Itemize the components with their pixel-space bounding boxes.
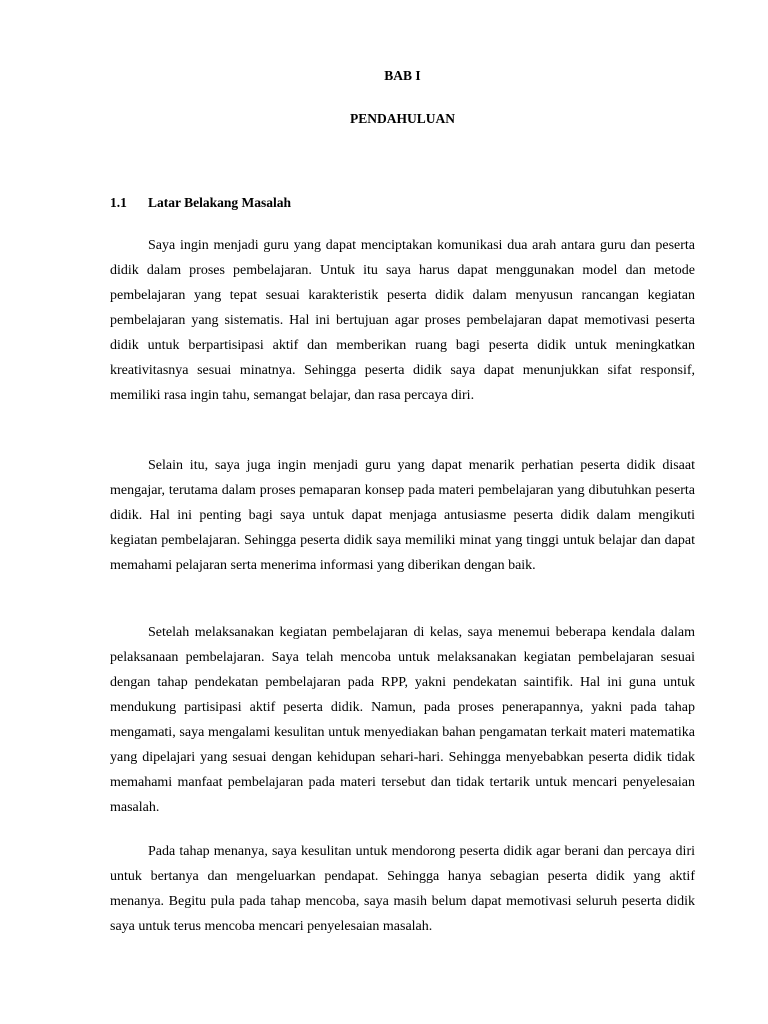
chapter-title: PENDAHULUAN	[349, 111, 455, 126]
paragraph: Saya ingin menjadi guru yang dapat menciptakan komunikasi dua arah antara guru dan peserta didik dalam proses pembelajaran. Untuk itu saya harus dapat menggunakan model dan metode pembelajaran yang tepat sesuai karakteristik peserta didik dalam menyusun rancangan kegiatan pembelajaran yang sistematis. Hal ini bertujuan agar proses pembelajaran dapat memotivasi peserta didik untuk berpartisipasi aktif dan memberikan ruang bagi peserta didik untuk meningkatkan kreativitasnya sesuai minatnya. Sehingga peserta didik saya dapat menunjukkan sifat responsif, memiliki rasa ingin tahu, semangat belajar, dan rasa percaya diri.	[110, 238, 695, 403]
chapter-number: BAB I	[384, 68, 421, 83]
paragraph: Selain itu, saya juga ingin menjadi guru yang dapat menarik perhatian peserta didik disaat mengajar, terutama dalam proses pemaparan konsep pada materi pembelajaran yang dibutuhkan peserta didik. Hal ini penting bagi saya untuk dapat menjaga antusiasme peserta didik dalam mengikuti kegiatan pembelajaran. Sehingga peserta didik saya memiliki minat yang tinggi untuk belajar dan dapat memahami pelajaran serta menerima informasi yang diberikan dengan baik.	[110, 458, 695, 573]
section-title: Latar Belakang Masalah	[148, 195, 292, 210]
paragraph: Pada tahap menanya, saya kesulitan untuk mendorong peserta didik agar berani dan percaya diri untuk bertanya dan mengeluarkan pendapat. Sehingga hanya sebagian peserta didik yang aktif menanya. Begitu pula pada tahap mencoba, saya masih belum dapat memotivasi seluruh peserta didik saya untuk terus mencoba mencari penyelesaian masalah.	[110, 844, 695, 934]
paragraph: Setelah melaksanakan kegiatan pembelajaran di kelas, saya menemui beberapa kendala dalam pelaksanaan pembelajaran. Saya telah mencoba untuk melaksanakan kegiatan pembelajaran sesuai dengan tahap pendekatan pembelajaran pada RPP, yakni pendekatan saintifik. Hal ini guna untuk mendukung partisipasi aktif peserta didik. Namun, pada proses penerapannya, yakni pada tahap mengamati, saya mengalami kesulitan untuk menyediakan bahan pengamatan terkait materi matematika yang dipelajari yang sesuai dengan kehidupan sehari-hari. Sehingga menyebabkan peserta didik tidak memahami manfaat pembelajaran pada materi tersebut dan tidak tertarik untuk mencari penyelesaian masalah.	[110, 625, 695, 815]
section-number: 1.1	[110, 195, 127, 210]
section-heading	[110, 195, 291, 211]
